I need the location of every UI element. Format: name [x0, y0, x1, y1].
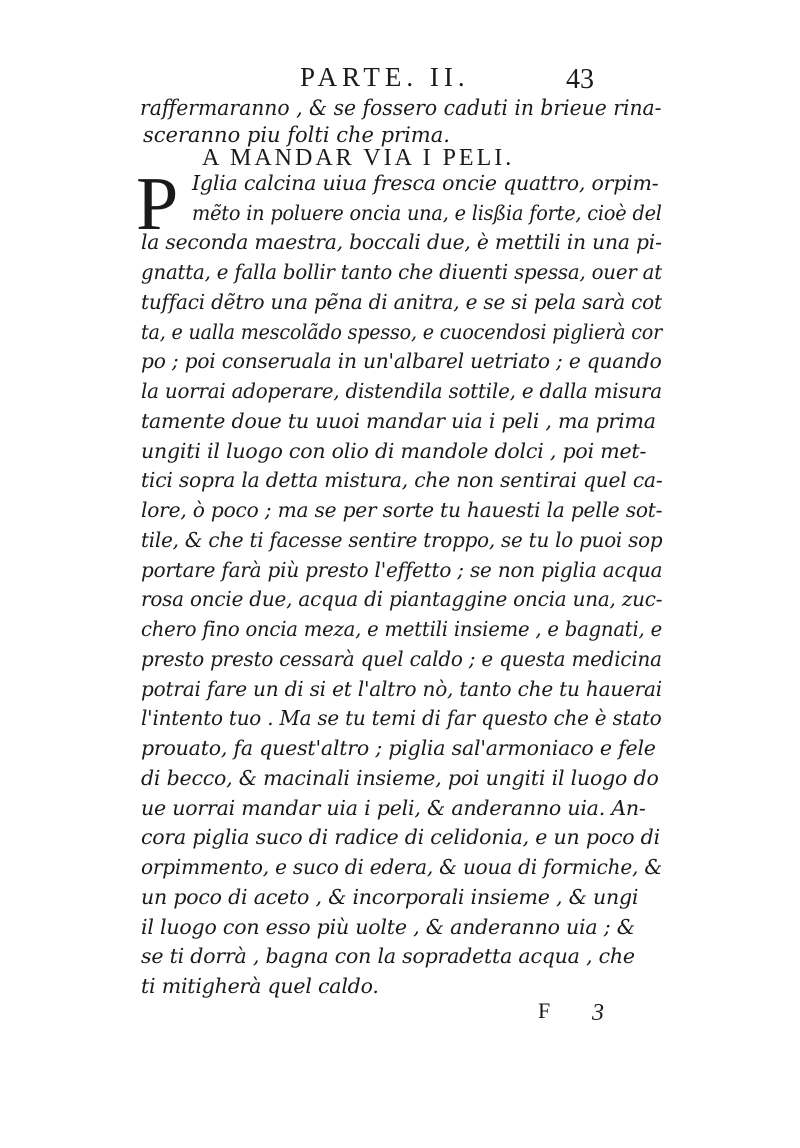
body-line: potrai fare un di si et l'altro nò, tanto che tu hauerai — [141, 677, 663, 701]
body-line: gnatta, e falla bollir tanto che diuenti spessa, ouer at — [141, 260, 662, 284]
body-line: la uorrai adoperare, distendila sottile, e dalla misura — [141, 379, 662, 403]
running-head: PARTE. II. — [300, 62, 470, 92]
section-heading: A MANDAR VIA I PELI. — [202, 145, 515, 171]
body-line: rosa oncie due, acqua di piantaggine oncia una, zuc- — [141, 587, 663, 611]
body-line: chero fino oncia meza, e mettili insieme , e bagnati, e — [141, 617, 662, 641]
body-line: Iglia calcina uiua fresca oncie quattro, orpim- — [192, 171, 659, 195]
body-line: po ; poi conseruala in un'albarel uetriato ; e quando — [141, 349, 662, 373]
body-line: tamente doue tu uuoi mandar uia i peli , ma prima — [141, 409, 656, 433]
body-line: lore, ò poco ; ma se per sorte tu hauesti la pelle sot- — [141, 498, 663, 522]
body-line: la seconda maestra, boccali due, è mettili in una pi- — [141, 230, 662, 254]
body-line: portare farà più presto l'effetto ; se non piglia acqua — [141, 558, 663, 582]
page-number: 43 — [566, 64, 594, 95]
body-line: tile, & che ti facesse sentire troppo, se tu lo puoi sop — [141, 528, 663, 552]
body-line: il luogo con esso più uolte , & anderanno uia ; & — [141, 915, 635, 939]
body-line: ue uorrai mandar uia i peli, & anderanno uia. An- — [141, 796, 646, 820]
body-line: ta, e ualla mescolãdo spesso, e cuocendosi piglierà cor — [141, 320, 663, 344]
signature-mark: F — [538, 998, 551, 1023]
body-line: di becco, & macinali insieme, poi ungiti il luogo do — [141, 766, 659, 790]
continuation-line: sceranno piu folti che prima. — [143, 123, 450, 147]
body-line: l'intento tuo . Ma se tu temi di far questo che è stato — [141, 706, 662, 730]
continuation-line: raffermaranno , & se fossero caduti in brieue rina- — [140, 96, 662, 120]
body-line: mẽto in poluere oncia una, e lisßia forte, cioè del — [192, 201, 662, 225]
body-line: prouato, fa quest'altro ; piglia sal'armoniaco e fele — [141, 736, 656, 760]
signature-number: 3 — [592, 1000, 604, 1026]
body-line: se ti dorrà , bagna con la sopradetta acqua , che — [141, 944, 635, 968]
body-line: ti mitigherà quel caldo. — [141, 974, 379, 998]
body-line: tici sopra la detta mistura, che non sentirai quel ca- — [141, 468, 663, 492]
drop-cap: P — [136, 162, 179, 246]
body-line: ungiti il luogo con olio di mandole dolci , poi met- — [141, 439, 647, 463]
body-line: presto presto cessarà quel caldo ; e questa medicina — [141, 647, 662, 671]
body-line: cora piglia suco di radice di celidonia, e un poco di — [141, 825, 660, 849]
body-line: orpimmento, e suco di edera, & uoua di formiche, & — [141, 855, 663, 879]
body-line: tuffaci dẽtro una pẽna di anitra, e se si pela sarà cot — [141, 290, 662, 314]
body-line: un poco di aceto , & incorporali insieme , & ungi — [141, 885, 639, 909]
